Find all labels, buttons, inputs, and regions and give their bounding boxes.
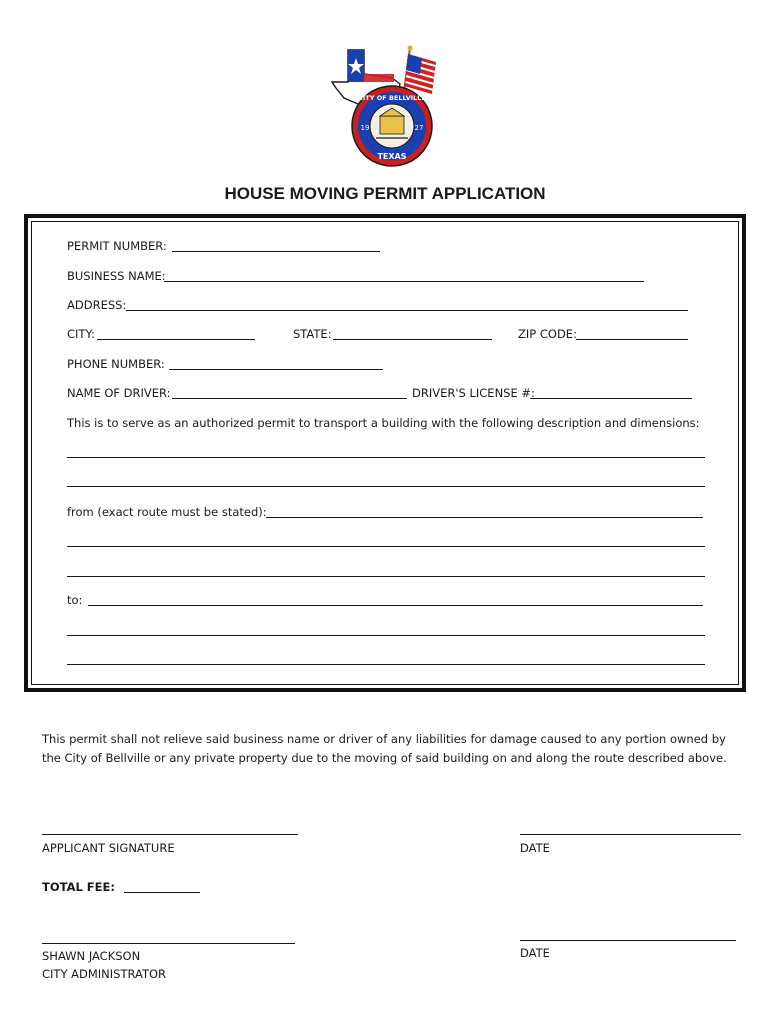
drivers-license-label: DRIVER'S LICENSE #:	[412, 386, 535, 400]
state-field[interactable]	[333, 339, 492, 340]
applicant-signature-label: APPLICANT SIGNATURE	[42, 841, 175, 855]
total-fee-label: TOTAL FEE:	[42, 880, 115, 894]
phone-number-field[interactable]	[169, 369, 383, 370]
driver-name-label: NAME OF DRIVER:	[67, 386, 171, 400]
permit-form-box	[24, 214, 746, 692]
liability-disclaimer: This permit shall not relieve said business name or driver of any liabilities for damage caused to any portion owned by the City of Bellville or any private property due to the moving of said building on and along the route described above.	[42, 732, 727, 765]
seal-top-text: CITY OF BELLVILLE	[358, 94, 426, 102]
seal-bottom-text: TEXAS	[377, 152, 407, 161]
route-to-line-2[interactable]	[67, 635, 705, 636]
permit-number-field[interactable]	[172, 251, 380, 252]
seal-year-left: 19	[360, 124, 370, 132]
city-seal-logo	[330, 44, 440, 172]
applicant-signature-line[interactable]	[42, 834, 298, 835]
zip-code-label: ZIP CODE:	[518, 327, 577, 341]
description-line-1[interactable]	[67, 457, 705, 458]
route-to-line-3[interactable]	[67, 664, 705, 665]
page-title: HOUSE MOVING PERMIT APPLICATION	[224, 184, 546, 203]
state-label: STATE:	[293, 327, 332, 341]
phone-number-label: PHONE NUMBER:	[67, 357, 165, 371]
applicant-date-label: DATE	[520, 841, 550, 855]
inner-border	[31, 221, 739, 685]
administrator-title: CITY ADMINISTRATOR	[42, 967, 167, 981]
seal-year-right: 27	[414, 124, 424, 132]
administrator-date-line[interactable]	[520, 940, 736, 941]
city-label: CITY:	[67, 327, 95, 341]
business-name-label: BUSINESS NAME:	[67, 269, 166, 283]
driver-name-field[interactable]	[172, 398, 407, 399]
address-field[interactable]	[126, 310, 688, 311]
zip-code-field[interactable]	[576, 339, 688, 340]
route-from-label: from (exact route must be stated):	[67, 505, 267, 519]
route-from-field[interactable]	[266, 517, 703, 518]
address-label: ADDRESS:	[67, 298, 127, 312]
administrator-signature-line[interactable]	[42, 943, 295, 944]
route-from-line-3[interactable]	[67, 576, 705, 577]
route-to-field[interactable]	[88, 605, 703, 606]
drivers-license-field[interactable]	[530, 398, 692, 399]
description-text: This is to serve as an authorized permit to transport a building with the following description and dimensions:	[67, 416, 700, 430]
route-from-line-2[interactable]	[67, 546, 705, 547]
applicant-date-line[interactable]	[520, 834, 741, 835]
description-line-2[interactable]	[67, 486, 705, 487]
administrator-date-label: DATE	[520, 946, 550, 960]
administrator-name: SHAWN JACKSON	[42, 949, 141, 963]
total-fee-field[interactable]	[124, 892, 200, 893]
business-name-field[interactable]	[164, 281, 644, 282]
city-field[interactable]	[97, 339, 255, 340]
permit-number-label: PERMIT NUMBER:	[67, 239, 167, 253]
route-to-label: to:	[67, 593, 83, 607]
